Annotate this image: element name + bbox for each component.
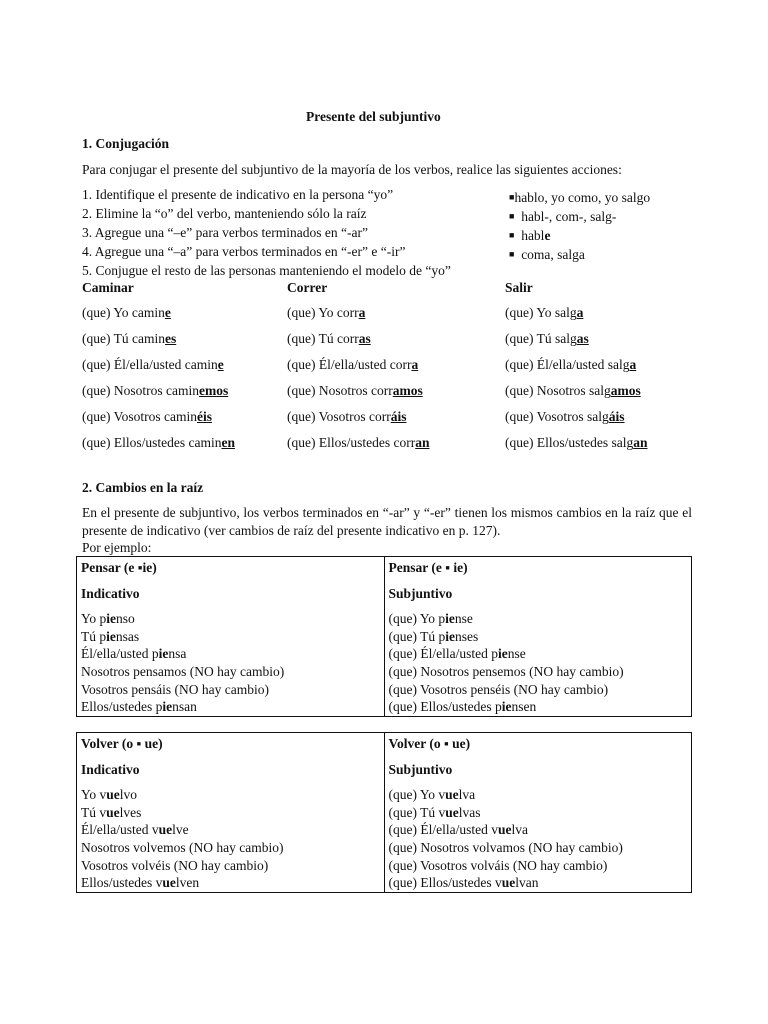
conjugation-row: (que) Ellos/ustedes vuelvan (388, 875, 539, 891)
conjugation-row: (que) Ellos/ustedes piensen (388, 699, 537, 715)
example-item: ■ habl-, com-, salg- (509, 209, 617, 224)
conjugation-row: (que) Él/ella/usted vuelva (388, 822, 528, 838)
conjugation-row: (que) Él/ella/usted camine (82, 357, 224, 372)
conjugation-row: (que) Yo salga (505, 305, 584, 320)
conjugation-row: Yo pienso (81, 611, 135, 627)
conjugation-row: Vosotros pensáis (NO hay cambio) (81, 681, 269, 697)
conjugation-row: (que) Nosotros caminemos (82, 383, 229, 398)
example-label: Por ejemplo: (82, 540, 152, 555)
column-heading-correr: Correr (287, 280, 328, 295)
conjugation-row: (que) Vosotros volváis (NO hay cambio) (388, 857, 608, 873)
conjugation-row: (que) Nosotros corramos (287, 383, 423, 398)
conjugation-row: (que) Yo corra (287, 305, 366, 320)
conjugation-row: (que) Nosotros pensemos (NO hay cambio) (388, 663, 624, 679)
table-subtitle: Indicativo (81, 761, 140, 777)
conjugation-row: (que) Tú camines (82, 331, 177, 346)
conjugation-row: (que) Él/ella/usted corra (287, 357, 419, 372)
conjugation-row: Nosotros pensamos (NO hay cambio) (81, 663, 285, 679)
conjugation-row: Vosotros volvéis (NO hay cambio) (81, 857, 269, 873)
conjugation-row: (que) Ellos/ustedes caminen (82, 435, 235, 450)
bullet-icon: ■ (509, 192, 515, 202)
conjugation-row: (que) Ellos/ustedes salgan (505, 435, 648, 450)
step-item: 3. Agregue una “–e” para verbos terminados en “-ar” (82, 225, 368, 240)
bullet-icon: ■ (509, 211, 515, 221)
column-heading-salir: Salir (505, 280, 533, 295)
conjugation-row: (que) Vosotros corráis (287, 409, 407, 424)
conjugation-row: Tú vuelves (81, 804, 142, 820)
table-title: Volver (o ▪ ue) (81, 736, 163, 751)
conjugation-row: (que) Ellos/ustedes corran (287, 435, 430, 450)
table-subtitle: Indicativo (81, 585, 140, 601)
bullet-icon: ■ (509, 249, 515, 259)
conjugation-row: (que) Yo piense (388, 611, 473, 627)
intro-text: Para conjugar el presente del subjuntivo de la mayoría de los verbos, realice las siguientes acciones: (82, 162, 622, 177)
table-title: Volver (o ▪ ue) (388, 736, 471, 751)
example-item: ■hablo, yo como, yo salgo (509, 190, 651, 205)
verb-table-volver (76, 732, 692, 893)
step-item: 5. Conjugue el resto de las personas manteniendo el modelo de “yo” (82, 263, 451, 278)
conjugation-row: (que) Tú salgas (505, 331, 589, 346)
conjugation-row: (que) Nosotros volvamos (NO hay cambio) (388, 839, 623, 855)
indicativo-cell (77, 557, 385, 717)
table-subtitle: Subjuntivo (388, 761, 453, 777)
subjuntivo-cell (384, 557, 692, 717)
conjugation-row: (que) Tú corras (287, 331, 371, 346)
conjugation-row: Tú piensas (81, 628, 140, 644)
table-title: Pensar (e ▪ ie) (388, 560, 468, 575)
step-item: 2. Elimine la “o” del verbo, manteniendo sólo la raíz (82, 206, 367, 221)
page-title: Presente del subjuntivo (306, 109, 441, 124)
conjugation-row: Yo vuelvo (81, 787, 138, 803)
conjugation-row: (que) Tú vuelvas (388, 804, 481, 820)
conjugation-row: (que) Tú pienses (388, 628, 479, 644)
table-subtitle: Subjuntivo (388, 585, 453, 601)
conjugation-row: (que) Él/ella/usted salga (505, 357, 637, 372)
conjugation-row: (que) Nosotros salgamos (505, 383, 641, 398)
bullet-icon: ■ (509, 230, 515, 240)
conjugation-row: (que) Yo camine (82, 305, 171, 320)
conjugation-row: (que) Vosotros caminéis (82, 409, 212, 424)
conjugation-row: Ellos/ustedes piensan (81, 699, 197, 715)
conjugation-row: Ellos/ustedes vuelven (81, 875, 200, 891)
column-heading-caminar: Caminar (82, 280, 134, 295)
example-item: ■ coma, salga (509, 247, 585, 262)
example-item: ■ hable (509, 228, 551, 243)
subjuntivo-cell (384, 733, 692, 893)
step-item: 4. Agregue una “–a” para verbos terminados en “-er” e “-ir” (82, 244, 406, 259)
section-heading-conjugacion: 1. Conjugación (82, 136, 170, 151)
conjugation-row: (que) Él/ella/usted piense (388, 646, 526, 662)
step-item: 1. Identifique el presente de indicativo en la persona “yo” (82, 187, 394, 202)
conjugation-row: Él/ella/usted piensa (81, 646, 187, 662)
conjugation-row: Nosotros volvemos (NO hay cambio) (81, 839, 284, 855)
conjugation-row: (que) Vosotros salgáis (505, 409, 625, 424)
section-heading-cambios: 2. Cambios en la raíz (82, 480, 204, 495)
verb-table-pensar (76, 556, 692, 717)
conjugation-row: Él/ella/usted vuelve (81, 822, 189, 838)
conjugation-row: (que) Vosotros penséis (NO hay cambio) (388, 681, 609, 697)
indicativo-cell (77, 733, 385, 893)
conjugation-row: (que) Yo vuelva (388, 787, 476, 803)
section2-paragraph: En el presente de subjuntivo, los verbos terminados en “-ar” y “-er” tienen los mismos cambios en la raíz que el presente de indicativo (ver cambios de raíz del presente indicativo en p. 127). (82, 505, 692, 538)
table-title: Pensar (e ▪ie) (81, 560, 157, 575)
